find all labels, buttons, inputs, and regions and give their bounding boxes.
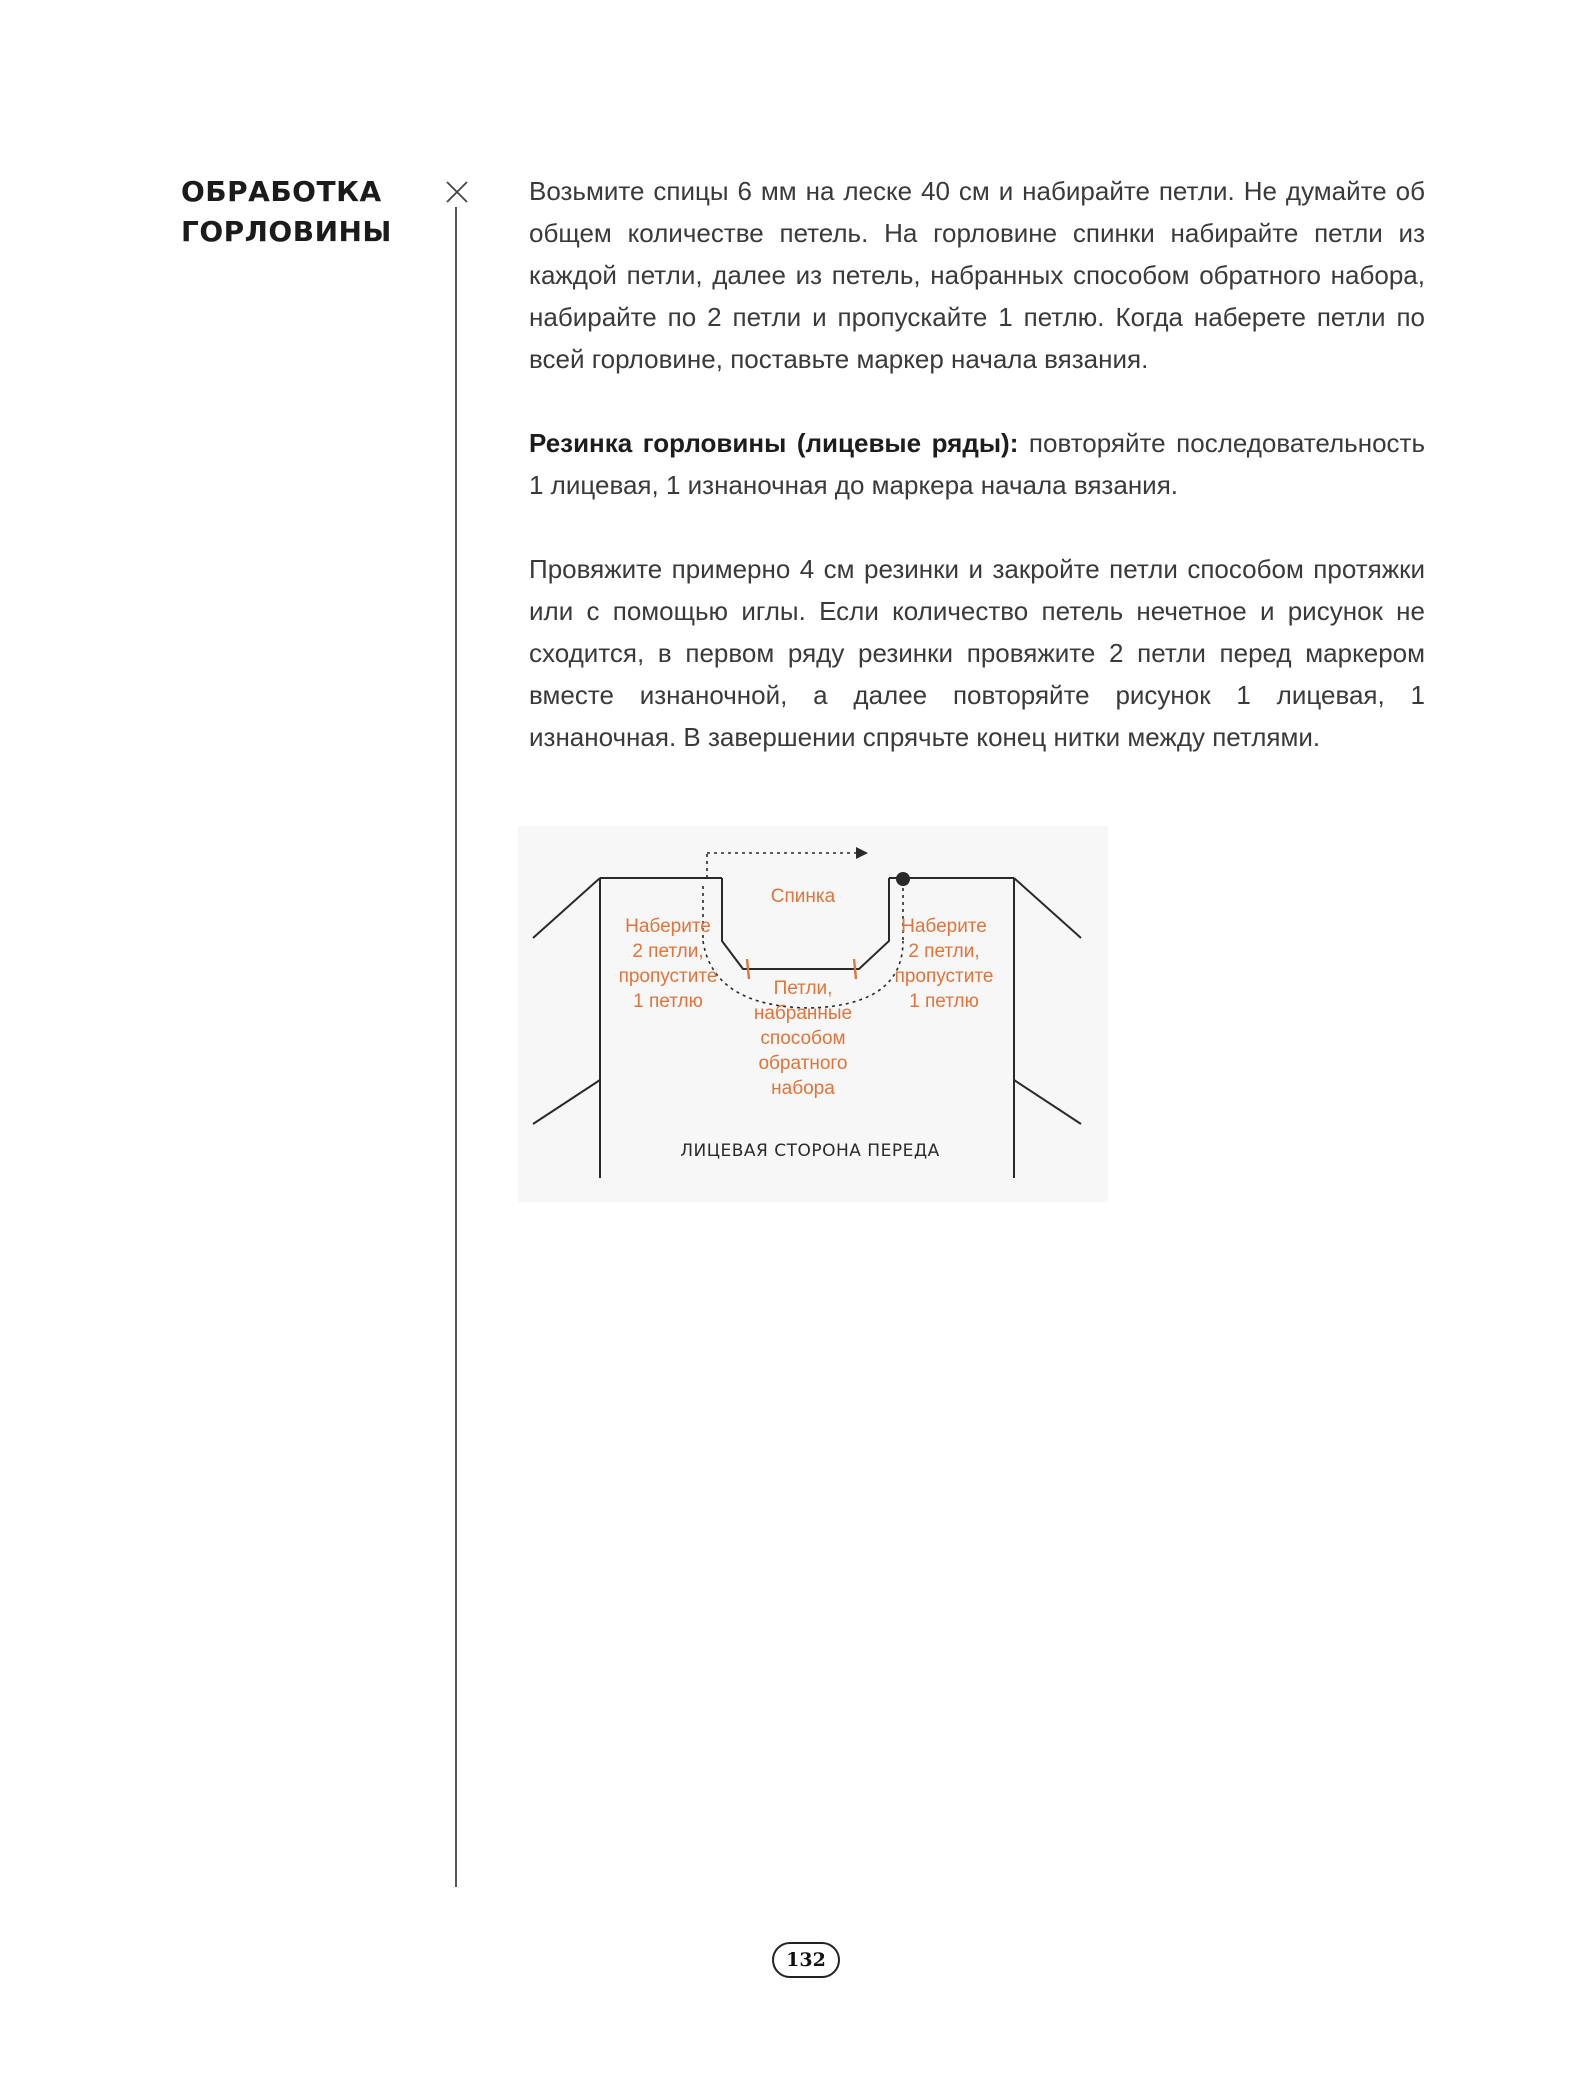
right-note-line-2: 2 петли,	[908, 941, 980, 962]
instructions-text	[529, 170, 1425, 800]
cross-mark-icon	[444, 179, 470, 205]
diagram-caption: ЛИЦЕВАЯ СТОРОНА ПЕРЕДА	[680, 1141, 940, 1161]
right-sleeve-lower	[1014, 1080, 1081, 1124]
right-note-line-3: пропустите	[894, 966, 994, 987]
left-note-line-2: 2 петли,	[632, 941, 704, 962]
center-note-line-2: набранные	[753, 1003, 853, 1024]
left-note-line-1: Наберите	[625, 916, 711, 937]
left-note-line-4: 1 петлю	[633, 991, 703, 1012]
pickup-arrow-head	[856, 847, 868, 859]
center-note-line-5: набора	[771, 1078, 835, 1099]
left-sleeve-lower	[533, 1080, 600, 1124]
paragraph-pick-up-stitches: Возьмите спицы 6 мм на леске 40 см и набирайте петли. Не думайте об общем количестве петель. На горловине спинки набирайте петли из каждой петли, далее из петель, набранных способом обратного набора, набирайте по 2 петли и пропускайте 1 петлю. Когда наберете петли по всей горловине, поставьте маркер начала вязания.	[529, 176, 1425, 374]
section-heading	[181, 172, 421, 252]
right-note-line-4: 1 петлю	[909, 991, 979, 1012]
neckline-diagram	[518, 826, 1108, 1202]
back-label: Спинка	[770, 886, 836, 907]
center-note-line-1: Петли,	[773, 978, 833, 999]
column-divider	[455, 207, 457, 1887]
left-sleeve-upper	[533, 878, 600, 938]
neck-ribbing-title: Резинка горловины (лицевые ряды):	[529, 428, 1019, 458]
center-note-line-3: способом	[760, 1028, 846, 1049]
paragraph-neck-ribbing	[529, 422, 1425, 506]
right-tick	[854, 959, 856, 979]
page-number: 132	[772, 1942, 840, 1978]
start-marker-dot	[896, 872, 910, 886]
neckline-diagram-svg	[518, 826, 1108, 1202]
neck-ribbing-text: повторяйте последовательность 1 лицевая, 1 изнаночная до маркера начала вязания.	[529, 428, 1425, 500]
right-sleeve-upper	[1014, 878, 1081, 938]
left-note-line-3: пропустите	[618, 966, 718, 987]
right-note-line-1: Наберите	[901, 916, 987, 937]
paragraph-bind-off: Провяжите примерно 4 см резинки и закройте петли способом протяжки или с помощью иглы. Если количество петель нечетное и рисунок не сходится, в первом ряду резинки провяжите 2 петли перед маркером вместе изнаночной, а далее повторяйте рисунок 1 лицевая, 1 изнаночная. В завершении спрячьте конец нитки между петлями.	[529, 554, 1425, 752]
center-note-line-4: обратного	[758, 1053, 848, 1074]
section-heading-line-2: ГОРЛОВИНЫ	[181, 215, 392, 248]
left-tick	[747, 959, 749, 979]
section-heading-line-1: ОБРАБОТКА	[181, 175, 382, 208]
